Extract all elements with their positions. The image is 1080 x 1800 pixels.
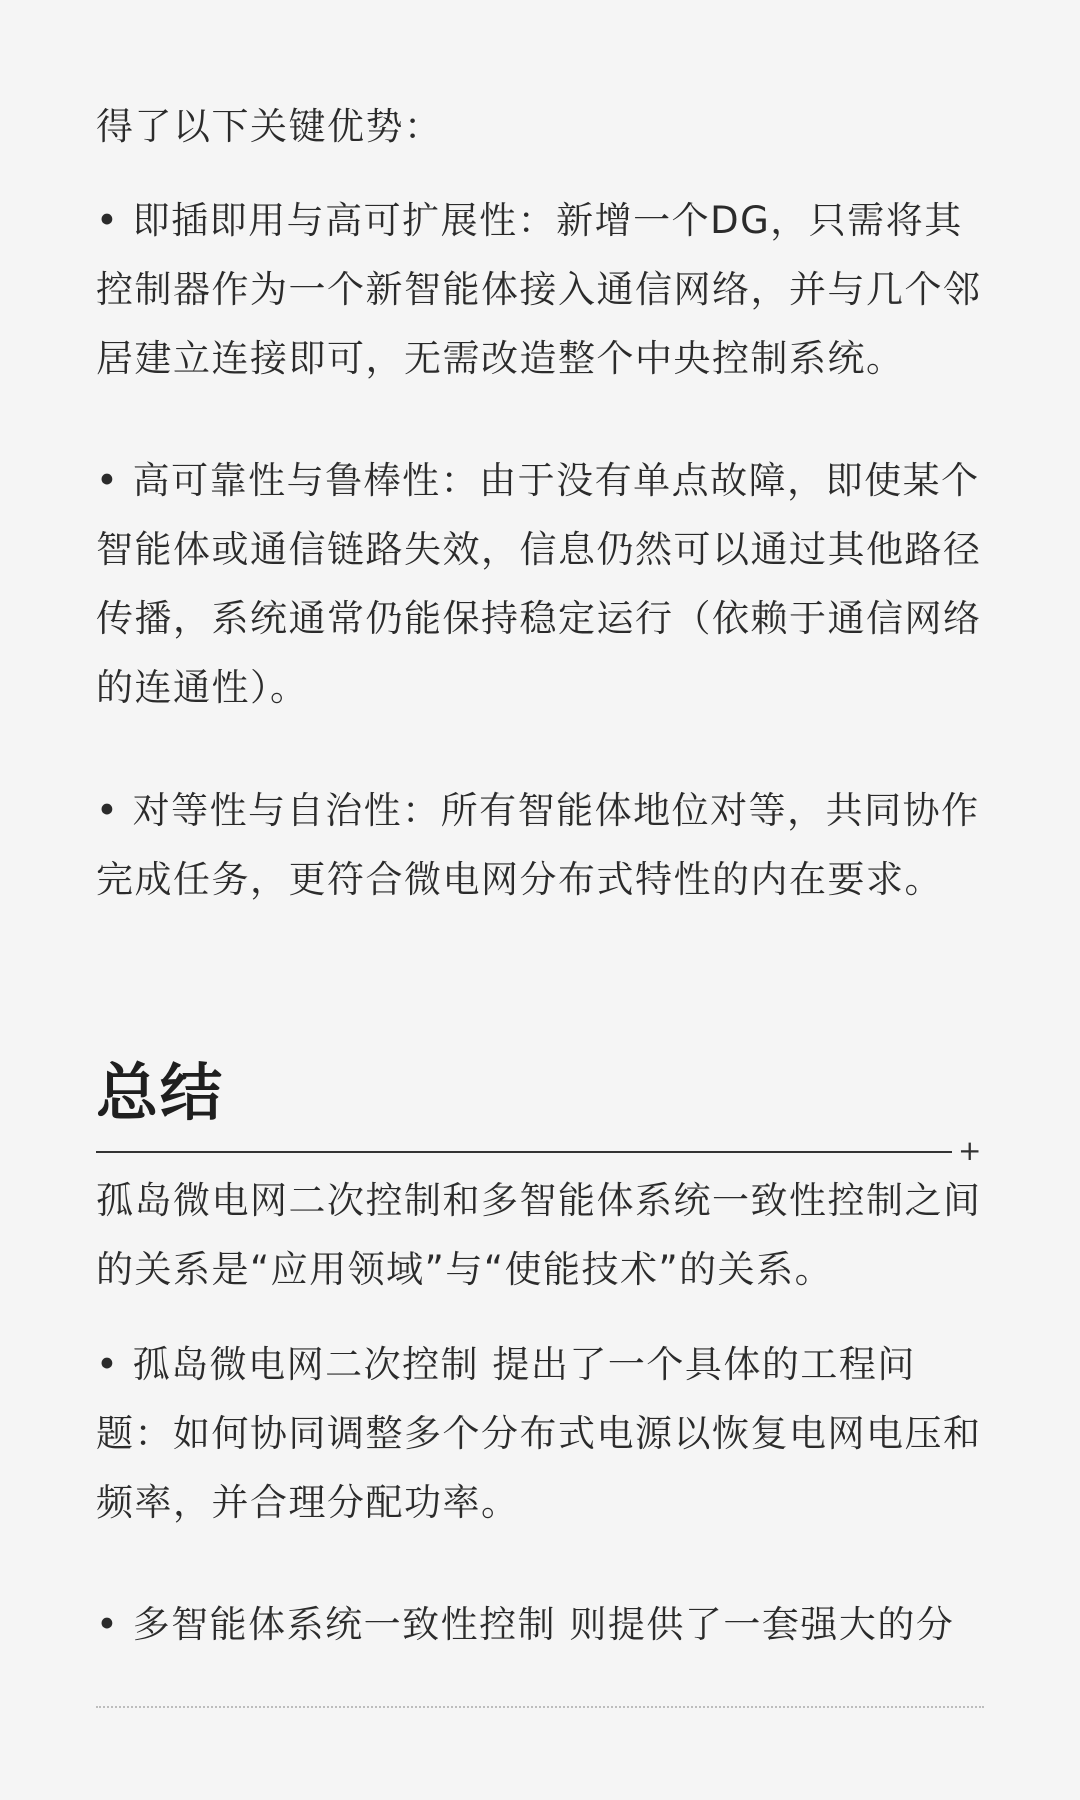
- bullet-reliability: • 高可靠性与鲁棒性：由于没有单点故障，即使某个智能体或通信链路失效，信息仍然可以通过其他路径传播，系统通常仍能保持稳定运行（依赖于通信网络的连通性）。: [96, 459, 982, 709]
- bullet-peer-autonomy: • 对等性与自治性：所有智能体地位对等，共同协作完成任务，更符合微电网分布式特性的内在要求。: [96, 789, 980, 901]
- heading-divider: [96, 1151, 952, 1153]
- summary-paragraph: 孤岛微电网二次控制和多智能体系统一致性控制之间的关系是“应用领域”与“使能技术”的关系。: [96, 1179, 982, 1291]
- bullet-plug-and-play: • 即插即用与高可扩展性：新增一个DG，只需将其控制器作为一个新智能体接入通信网络，并与几个邻居建立连接即可，无需改造整个中央控制系统。: [96, 199, 982, 380]
- plus-icon: +: [958, 1134, 982, 1167]
- summary-heading: 总结: [96, 1056, 225, 1129]
- bullet-consensus-control: • 多智能体系统一致性控制 则提供了一套强大的分: [96, 1603, 955, 1646]
- intro-text: 得了以下关键优势：: [96, 105, 443, 148]
- dotted-divider: [96, 1706, 984, 1708]
- bullet-secondary-control: • 孤岛微电网二次控制 提出了一个具体的工程问题：如何协同调整多个分布式电源以恢复电网电压和频率，并合理分配功率。: [96, 1343, 982, 1524]
